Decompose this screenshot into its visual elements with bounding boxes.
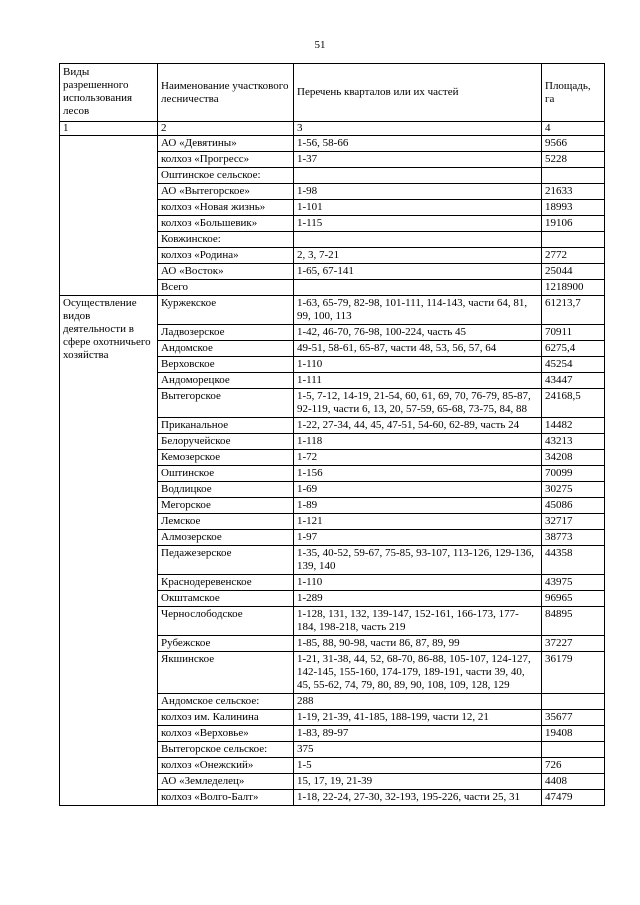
forestry-name-cell: Оштинское: [158, 466, 294, 482]
forestry-name-cell: колхоз «Верховье»: [158, 726, 294, 742]
forestry-name-cell: колхоз «Родина»: [158, 248, 294, 264]
area-cell: 18993: [542, 200, 605, 216]
quarters-cell: 1-65, 67-141: [294, 264, 542, 280]
area-cell: 45254: [542, 357, 605, 373]
area-cell: 43447: [542, 373, 605, 389]
quarters-cell: 1-89: [294, 498, 542, 514]
header-use-type: Виды разрешенного использования лесов: [60, 64, 158, 122]
quarters-cell: 1-98: [294, 184, 542, 200]
table-header-row: [60, 64, 605, 122]
forestry-name-cell: Педажезерское: [158, 546, 294, 575]
forestry-name-cell: колхоз «Волго-Балт»: [158, 790, 294, 806]
quarters-cell: 1-110: [294, 575, 542, 591]
quarters-cell: 1-35, 40-52, 59-67, 75-85, 93-107, 113-126, 129-136, 139, 140: [294, 546, 542, 575]
quarters-cell: 1-121: [294, 514, 542, 530]
forestry-name-cell: Андомское сельское:: [158, 694, 294, 710]
forestry-name-cell: колхоз им. Калинина: [158, 710, 294, 726]
area-cell: [542, 694, 605, 710]
page-number: 51: [314, 39, 326, 51]
forestry-name-cell: Всего: [158, 280, 294, 296]
quarters-cell: 1-63, 65-79, 82-98, 101-111, 114-143, части 64, 81, 99, 100, 113: [294, 296, 542, 325]
quarters-cell: 2, 3, 7-21: [294, 248, 542, 264]
quarters-cell: [294, 232, 542, 248]
area-cell: 14482: [542, 418, 605, 434]
forestry-name-cell: АО «Вытегорское»: [158, 184, 294, 200]
quarters-cell: 1-128, 131, 132, 139-147, 152-161, 166-173, 177-184, 198-218, часть 219: [294, 607, 542, 636]
forestry-name-cell: Вытегорское: [158, 389, 294, 418]
area-cell: 25044: [542, 264, 605, 280]
forestry-name-cell: Алмозерское: [158, 530, 294, 546]
area-cell: 43213: [542, 434, 605, 450]
header-area: Площадь, га: [542, 64, 605, 122]
quarters-cell: 49-51, 58-61, 65-87, части 48, 53, 56, 57, 64: [294, 341, 542, 357]
forestry-name-cell: АО «Земледелец»: [158, 774, 294, 790]
forestry-name-cell: Краснодеревенское: [158, 575, 294, 591]
area-cell: 96965: [542, 591, 605, 607]
forestry-name-cell: Мегорское: [158, 498, 294, 514]
column-number: 4: [542, 122, 605, 136]
quarters-cell: 1-19, 21-39, 41-185, 188-199, части 12, 21: [294, 710, 542, 726]
area-cell: 5228: [542, 152, 605, 168]
area-cell: 9566: [542, 136, 605, 152]
quarters-cell: 1-5: [294, 758, 542, 774]
quarters-cell: 1-83, 89-97: [294, 726, 542, 742]
forest-use-table: [59, 63, 605, 806]
quarters-cell: 1-110: [294, 357, 542, 373]
column-number-row: [60, 122, 605, 136]
quarters-cell: [294, 280, 542, 296]
area-cell: [542, 232, 605, 248]
quarters-cell: 1-85, 88, 90-98, части 86, 87, 89, 99: [294, 636, 542, 652]
forestry-name-cell: Ладвозерское: [158, 325, 294, 341]
quarters-cell: 1-289: [294, 591, 542, 607]
forestry-name-cell: Оштинское сельское:: [158, 168, 294, 184]
area-cell: 70099: [542, 466, 605, 482]
forestry-name-cell: колхоз «Онежский»: [158, 758, 294, 774]
area-cell: 32717: [542, 514, 605, 530]
column-number: 1: [60, 122, 158, 136]
quarters-cell: 1-37: [294, 152, 542, 168]
forestry-name-cell: Куржекское: [158, 296, 294, 325]
forestry-name-cell: Окштамское: [158, 591, 294, 607]
forestry-name-cell: Якшинское: [158, 652, 294, 694]
area-cell: 43975: [542, 575, 605, 591]
quarters-cell: 1-101: [294, 200, 542, 216]
area-cell: 19106: [542, 216, 605, 232]
forestry-name-cell: колхоз «Прогресс»: [158, 152, 294, 168]
area-cell: 2772: [542, 248, 605, 264]
quarters-cell: 1-18, 22-24, 27-30, 32-193, 195-226, части 25, 31: [294, 790, 542, 806]
table-row: [60, 136, 605, 152]
forestry-name-cell: Ковжинское:: [158, 232, 294, 248]
area-cell: [542, 742, 605, 758]
area-cell: 21633: [542, 184, 605, 200]
forestry-name-cell: Вытегорское сельское:: [158, 742, 294, 758]
forestry-name-cell: Андомское: [158, 341, 294, 357]
area-cell: 47479: [542, 790, 605, 806]
column-number: 2: [158, 122, 294, 136]
quarters-cell: 1-97: [294, 530, 542, 546]
quarters-cell: 1-72: [294, 450, 542, 466]
header-quarters: Перечень кварталов или их частей: [294, 64, 542, 122]
forestry-name-cell: Чернослободское: [158, 607, 294, 636]
quarters-cell: 1-115: [294, 216, 542, 232]
area-cell: 36179: [542, 652, 605, 694]
quarters-cell: 1-156: [294, 466, 542, 482]
quarters-cell: 288: [294, 694, 542, 710]
area-cell: 726: [542, 758, 605, 774]
quarters-cell: 1-56, 58-66: [294, 136, 542, 152]
forestry-name-cell: АО «Девятины»: [158, 136, 294, 152]
area-cell: 38773: [542, 530, 605, 546]
area-cell: 84895: [542, 607, 605, 636]
quarters-cell: [294, 168, 542, 184]
area-cell: 35677: [542, 710, 605, 726]
area-cell: [542, 168, 605, 184]
forestry-name-cell: Верховское: [158, 357, 294, 373]
forestry-name-cell: Кемозерское: [158, 450, 294, 466]
table-row: [60, 296, 605, 325]
area-cell: 37227: [542, 636, 605, 652]
area-cell: 61213,7: [542, 296, 605, 325]
area-cell: 4408: [542, 774, 605, 790]
quarters-cell: 1-42, 46-70, 76-98, 100-224, часть 45: [294, 325, 542, 341]
quarters-cell: 1-21, 31-38, 44, 52, 68-70, 86-88, 105-107, 124-127, 142-145, 155-160, 174-179, 189-191, части 39, 40, 45, 55-62, 74, 79, 80, 89, 90, 108, 109, 128, 129: [294, 652, 542, 694]
forestry-name-cell: АО «Восток»: [158, 264, 294, 280]
quarters-cell: 1-22, 27-34, 44, 45, 47-51, 54-60, 62-89, часть 24: [294, 418, 542, 434]
area-cell: 24168,5: [542, 389, 605, 418]
forestry-name-cell: колхоз «Большевик»: [158, 216, 294, 232]
forestry-name-cell: Рубежское: [158, 636, 294, 652]
forestry-name-cell: Лемское: [158, 514, 294, 530]
area-cell: 30275: [542, 482, 605, 498]
area-cell: 44358: [542, 546, 605, 575]
area-cell: 6275,4: [542, 341, 605, 357]
area-cell: 1218900: [542, 280, 605, 296]
quarters-cell: 15, 17, 19, 21-39: [294, 774, 542, 790]
quarters-cell: 1-118: [294, 434, 542, 450]
forestry-name-cell: Водлицкое: [158, 482, 294, 498]
forestry-name-cell: Приканальное: [158, 418, 294, 434]
area-cell: 70911: [542, 325, 605, 341]
column-number: 3: [294, 122, 542, 136]
quarters-cell: 1-111: [294, 373, 542, 389]
forestry-name-cell: Белоручейское: [158, 434, 294, 450]
area-cell: 19408: [542, 726, 605, 742]
header-forestry-name: Наименование участкового лесничества: [158, 64, 294, 122]
use-type-cell: [60, 136, 158, 296]
area-cell: 45086: [542, 498, 605, 514]
forestry-name-cell: Андоморецкое: [158, 373, 294, 389]
use-type-cell: Осуществление видов деятельности в сфере охотничьего хозяйства: [60, 296, 158, 806]
quarters-cell: 1-5, 7-12, 14-19, 21-54, 60, 61, 69, 70, 76-79, 85-87, 92-119, части 6, 13, 20, 57-59, 65-68, 73-75, 84, 88: [294, 389, 542, 418]
forestry-name-cell: колхоз «Новая жизнь»: [158, 200, 294, 216]
quarters-cell: 375: [294, 742, 542, 758]
area-cell: 34208: [542, 450, 605, 466]
quarters-cell: 1-69: [294, 482, 542, 498]
